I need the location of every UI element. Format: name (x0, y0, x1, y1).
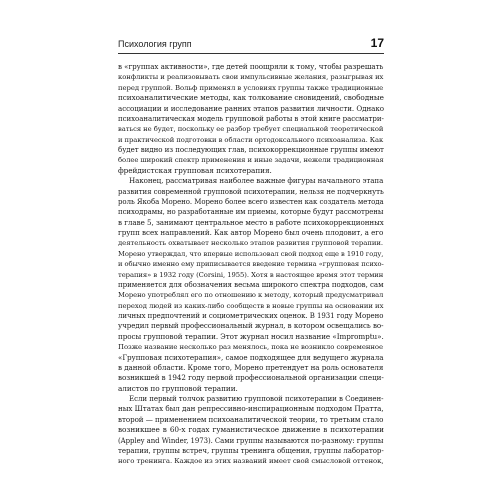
text-line: личных предпочтений и социометрических оценок. В 1931 году Морено (118, 312, 384, 320)
text-line: конфликты и реализовывать свои импульсивные желания, разыгрывая их (118, 73, 384, 82)
text-line: психоаналитические методы, как толкование сновидений, свободные (118, 93, 384, 103)
text-line: алистов по групповой терапии. (118, 383, 238, 393)
text-line: возникшее в 60-х годах гуманистическое движение в психотерапии (118, 425, 384, 435)
text-line: просы групповой терапии. Этот журнал носил название «Impromptu». (118, 331, 384, 341)
text-line: в главе 5, занимают центральное место в работе психокоррекционных (118, 217, 384, 227)
paragraph (118, 176, 384, 394)
text-line: ного тренинга. Каждое из этих названий имеет свой смысловой оттенок, (118, 457, 384, 466)
text-line: ваться не будет, поскольку ее разбор требует специальной теоретической (118, 125, 384, 134)
text-line: терапия» в 1932 году (Corsini, 1955). Хотя в настоящее время этот термин (118, 270, 384, 279)
text-line: «Групповая психотерапия», самое подходящее для ведущего журнала (118, 352, 384, 362)
page-number: 17 (370, 36, 384, 50)
text-line: и практической подготовки в области ортодоксального психоанализа. Как (118, 135, 384, 144)
text-line: психоаналитическая модель групповой работы в этой книге рассматри- (118, 113, 384, 123)
text-line: терапии, группы встреч, группы тренинга общения, группы лаборатор- (118, 445, 384, 455)
running-header (118, 38, 384, 54)
text-line: ных Штатах был дан репрессивно-инспирационным подходом Пратта, (118, 404, 384, 414)
text-line: Морено утверждал, что впервые использовал свой подход еще в 1910 году, (118, 249, 384, 258)
header-rule (118, 53, 384, 54)
text-line: Морено употреблял его по отношению к методу, который предусматривал (118, 291, 384, 300)
text-line: возникшей в 1942 году первой профессиональной организации специ- (118, 373, 384, 383)
paragraph (118, 62, 384, 176)
text-line: второй — применением психоаналитической теории, то третьим стало (118, 414, 384, 424)
text-line: ассоциации и исследование ранних этапов развития личности. Однако (118, 103, 384, 113)
text-line: переход людей из каких-либо сообществ в новые группы на основании их (118, 301, 384, 310)
text-line: и обычно именно ему приписывается введение термина «групповая психо- (118, 260, 384, 269)
text-line: в «группах активности», где детей поощряли к тому, чтобы разрешать (118, 62, 384, 71)
text-line: учредил первый профессиональный журнал, в котором освещались во- (118, 321, 384, 331)
running-title: Психология групп (118, 39, 192, 49)
text-line: более широкий спектр применения и иные задачи, нежели традиционная (118, 156, 384, 165)
text-line: деятельность охватывает несколько этапов развития групповой терапии. (118, 239, 384, 248)
text-line: перед группой. Вольф применял в условиях группы также традиционные (118, 83, 384, 92)
text-line: фрейдистская групповая психотерапия. (118, 165, 272, 175)
text-line: (Appley and Winder, 1973). Сами группы называются по-разному: группы (118, 436, 384, 445)
text-line: групп всех направлений. Как автор Морено был очень плодовит, а его (118, 228, 384, 237)
text-line: Наконец, рассматривая наиболее важные фигуры начального этапа (129, 176, 384, 186)
text-line: будет видно из последующих глав, психокоррекционные группы имеют (118, 145, 384, 154)
text-line: Если первый толчок развитию групповой психотерапии в Соединен- (129, 394, 384, 403)
text-line: развития современной групповой психотерапии, нельзя не подчеркнуть (118, 187, 384, 196)
paragraph (118, 394, 384, 467)
body-text (118, 62, 384, 467)
text-line: в данной области. Кроме того, Морено претендует на роль основателя (118, 362, 384, 372)
text-line: роль Якоба Морено. Морено более всего известен как создатель метода (118, 197, 384, 206)
text-line: психодрамы, но разработанные им приемы, которые будут рассмотрены (118, 208, 384, 217)
text-line: применяется для обозначения весьма широкого спектра подходов, сам (118, 279, 384, 289)
text-line: Позже название несколько раз менялось, пока не возникло современное (118, 343, 384, 352)
